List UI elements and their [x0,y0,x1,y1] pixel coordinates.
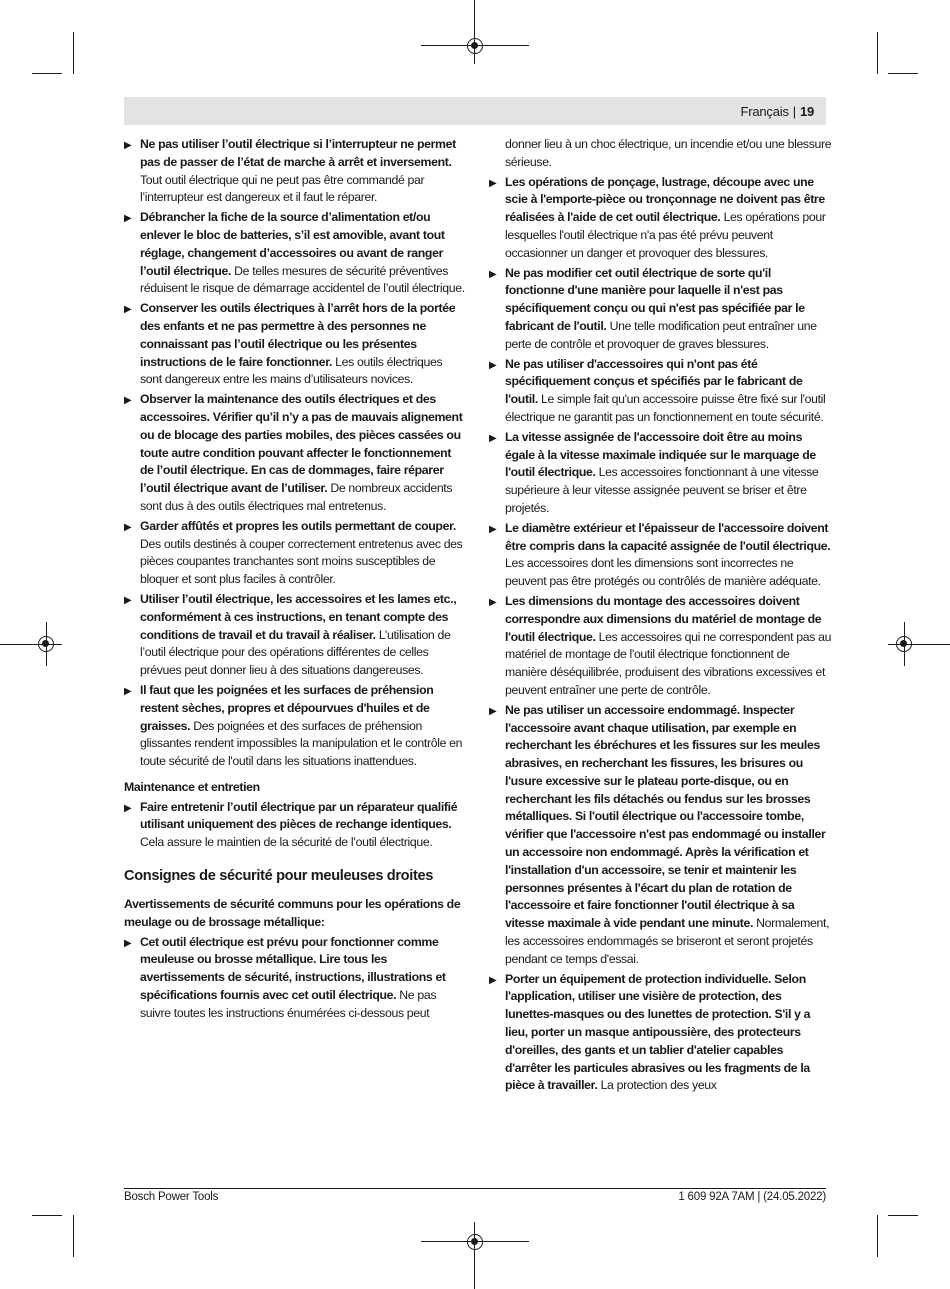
item-body-text: Les accessoires dont les dimensions sont incorrectes ne peuvent pas être protégés ou contrôlés de manière adéquate. [505,556,821,589]
footer-rule [124,1188,826,1189]
safety-item [489,265,832,354]
item-bold-text: Utiliser l’outil électrique, les accessoires et les lames etc., conformément à ces instructions, en tenant compte des conditions de travail et du travail à réaliser. [140,591,457,642]
crop-mark-br-v [877,1215,878,1257]
bullet-triangle-icon: ▶ [124,685,132,697]
safety-item [489,356,832,427]
safety-item [489,174,832,263]
safety-item [489,593,832,700]
crop-mark-br-h [888,1215,918,1216]
safety-item [124,209,467,298]
crop-mark-bl-v [73,1215,74,1257]
crop-mark-tr-h [888,73,918,74]
item-bold-text: Les opérations de ponçage, lustrage, découpe avec une scie à l'emporte-pièce ou tronçonnage ne doivent pas être réalisées à l'aide de cet outil électrique. [505,174,825,225]
safety-item [124,682,467,771]
right-column [489,136,832,1097]
safety-item [124,300,467,389]
first-warning-item [124,934,467,1023]
safety-item [489,520,832,591]
bullet-triangle-icon: ▶ [489,705,497,717]
item-bold-text: Faire entretenir l’outil électrique par un réparateur qualifié utilisant uniquement des pièces de rechange identiques. [140,799,458,832]
crop-mark-tr-v [877,32,878,74]
footer-doc-id: 1 609 92A 7AM | (24.05.2022) [678,1191,826,1203]
item-bold-text: Porter un équipement de protection individuelle. Selon l'application, utiliser une visière de protection, des lunettes-masques ou des lunettes de protection. S'il y a lieu, porter un masque antipoussière, des protecteurs d'oreilles, des gants et un tablier d'atelier capables d'arrêter les particules abrasives ou les fragments de la pièce à travailler. [505,971,811,1093]
item-body-text: L’utilisation de l’outil électrique pour des opérations différentes de celles prévues peut donner lieu à des situations dangereuses. [140,627,451,678]
item-bold-text: Conserver les outils électriques à l’arrêt hors de la portée des enfants et ne pas permettre à des personnes ne connaissant pas l’outil électrique ou les présentes instructions de le faire fonctionner. [140,301,456,369]
crop-mark-tl-v [73,32,74,74]
item-body-text: Une telle modification peut entraîner une perte de contrôle et provoquer de graves blessures. [505,318,817,351]
header-separator: | [792,103,796,119]
bullet-triangle-icon: ▶ [124,213,132,225]
maintenance-heading: Maintenance et entretien [124,779,260,794]
item-bold-text: Débrancher la fiche de la source d’alimentation et/ou enlever le bloc de batteries, s’il est amovible, avant tout réglage, changement d’accessoires ou avant de ranger l’outil électrique. [140,210,445,278]
registration-target-right-icon [896,636,912,652]
item-body-text: Les opérations pour lesquelles l'outil électrique n'a pas été prévu peuvent occasionner un danger et provoquer des blessures. [505,210,826,260]
item-bold-text: Cet outil électrique est prévu pour fonctionner comme meuleuse ou brosse métallique. Lire tous les avertissements de sécurité, instructions, illustrations et spécifications fournis avec cet outil électrique. [140,934,446,1003]
item-body-text: Des outils destinés à couper correctement entretenus avec des pièces coupantes tranchantes sont moins susceptibles de bloquer et sont plus faciles à contrôler. [140,536,463,587]
item-bold-text: Observer la maintenance des outils électriques et des accessoires. Vérifier qu’il n’y a pas de mauvais alignement ou de blocage des parties mobiles, des pièces cassées ou toute autre condition pouvant affecter le fonctionnement de l’outil électrique. En cas de dommages, faire réparer l’outil électrique avant de l’utiliser. [140,392,463,496]
item-body-text: Normalement, les accessoires endommagés se briseront et seront projetés pendant ce temps d'essai. [505,916,830,966]
section-title: Consignes de sécurité pour meuleuses droites [124,868,433,885]
safety-item [489,971,832,1096]
safety-item [124,391,467,516]
item-bold-text: Ne pas modifier cet outil électrique de sorte qu'il fonctionne d'une manière pour laquelle il n'est pas spécifiquement conçu ou qui n'est pas spécifiée par le fabricant de l'outil. [505,265,805,333]
registration-top-line-v [474,0,475,64]
registration-target-top-icon [467,38,483,54]
item-body-text: Le simple fait qu'un accessoire puisse être fixé sur l'outil électrique ne garantit pas un fonctionnement en toute sécurité. [505,392,826,424]
crop-mark-tl-h [32,73,62,74]
bullet-triangle-icon: ▶ [489,268,497,280]
item-bold-text: Ne pas utiliser d'accessoires qui n'ont pas été spécifiquement conçus et spécifiés par le fabricant de l'outil. [505,356,803,407]
bullet-triangle-icon: ▶ [124,140,132,151]
item-body-text: Cela assure le maintien de la sécurité de l’outil électrique. [140,835,433,850]
bullet-triangle-icon: ▶ [124,304,132,316]
item-bold-text: Il faut que les poignées et les surfaces de préhension restent sèches, propres et dépourvues d'huiles et de graisses. [140,682,434,733]
item-body-text: Des poignées et des surfaces de préhension glissantes rendent impossibles la manipulation et le contrôle en toute sécurité de l'outil dans les situations inattendues. [140,718,463,769]
bullet-triangle-icon: ▶ [489,523,497,535]
maintenance-item [124,799,467,852]
bullet-triangle-icon: ▶ [489,359,497,371]
page-header [124,97,826,125]
item-body-text: De telles mesures de sécurité préventives réduisent le risque de démarrage accidentel de l’outil électrique. [140,263,465,296]
item-body-text: Tout outil électrique qui ne peut pas être commandé par l’interrupteur est dangereux et il faut le réparer. [140,172,425,205]
registration-target-bottom-icon [467,1234,483,1250]
footer-brand: Bosch Power Tools [124,1191,219,1203]
item-bold-text: Ne pas utiliser un accessoire endommagé. Inspecter l'accessoire avant chaque utilisation, par exemple en recherchant les ébréchures et les fissures sur les meules abrasives, en recherchant les fissures, les brisures ou l'usure excessive sur le plateau porte-disque, ou en recherchant les fils détachés ou fendus sur les brosses métalliques. Si l'outil électrique ou l'accessoire tombe, vérifier que l'accessoire n'est pas endommagé ou installer un accessoire non endommagé. Après la vérification et l'installation d'un accessoire, se tenir et maintenir les personnes présentes à l'écart du plan de rotation de l'accessoire et faire fonctionner l'outil électrique à sa vitesse maximale à vide pendant une minute. [505,702,826,931]
bullet-triangle-icon: ▶ [124,937,132,949]
bullet-triangle-icon: ▶ [124,594,132,606]
bullet-triangle-icon: ▶ [489,974,497,986]
bullet-triangle-icon: ▶ [124,395,132,407]
item-body-text: Ne pas suivre toutes les instructions énumérées ci-dessous peut [140,988,437,1020]
registration-target-left-icon [38,636,54,652]
item-bold-text: Le diamètre extérieur et l'épaisseur de l'accessoire doivent être compris dans la capacité assignée de l'outil électrique. [505,520,831,553]
safety-item [124,518,467,589]
warnings-intro: Avertissements de sécurité communs pour les opérations de meulage ou de brossage métallique: [124,897,461,929]
registration-bottom-line-v [474,1222,475,1289]
item-bold-text: Garder affûtés et propres les outils permettant de couper. [140,518,456,533]
safety-item [124,136,467,207]
bullet-triangle-icon: ▶ [124,521,132,533]
item-bold-text: La vitesse assignée de l'accessoire doit être au moins égale à la vitesse maximale indiquée sur le marquage de l'outil électrique. [505,429,816,480]
item-body-text: De nombreux accidents sont dus à des outils électriques mal entretenus. [140,481,453,513]
continued-text: donner lieu à un choc électrique, un incendie et/ou une blessure sérieuse. [505,137,832,169]
item-body-text: Les accessoires fonctionnant à une vitesse supérieure à leur vitesse assignée peuvent se briser et être projetés. [505,465,819,515]
left-column [124,136,467,1025]
item-body-text: La protection des yeux [600,1078,717,1093]
bullet-triangle-icon: ▶ [124,802,132,814]
bullet-triangle-icon: ▶ [489,596,497,608]
item-body-text: Les accessoires qui ne correspondent pas au matériel de montage de l'outil électrique fonctionnent de manière déséquilibrée, produisent des vibrations excessives et peuvent entraîner une perte de contrôle. [505,629,832,697]
item-bold-text: Ne pas utiliser l’outil électrique si l’interrupteur ne permet pas de passer de l’état de marche à arrêt et inversement. [140,137,456,169]
header-language: Français [740,103,789,119]
item-bold-text: Les dimensions du montage des accessoires doivent correspondre aux dimensions du matériel de montage de l'outil électrique. [505,593,822,644]
item-body-text: Les outils électriques sont dangereux entre les mains d’utilisateurs novices. [140,354,443,387]
bullet-triangle-icon: ▶ [489,432,497,444]
safety-item [124,591,467,680]
page-number: 19 [799,103,814,119]
crop-mark-bl-h [32,1215,62,1216]
safety-item [489,702,832,969]
bullet-triangle-icon: ▶ [489,177,497,189]
safety-item [489,429,832,518]
